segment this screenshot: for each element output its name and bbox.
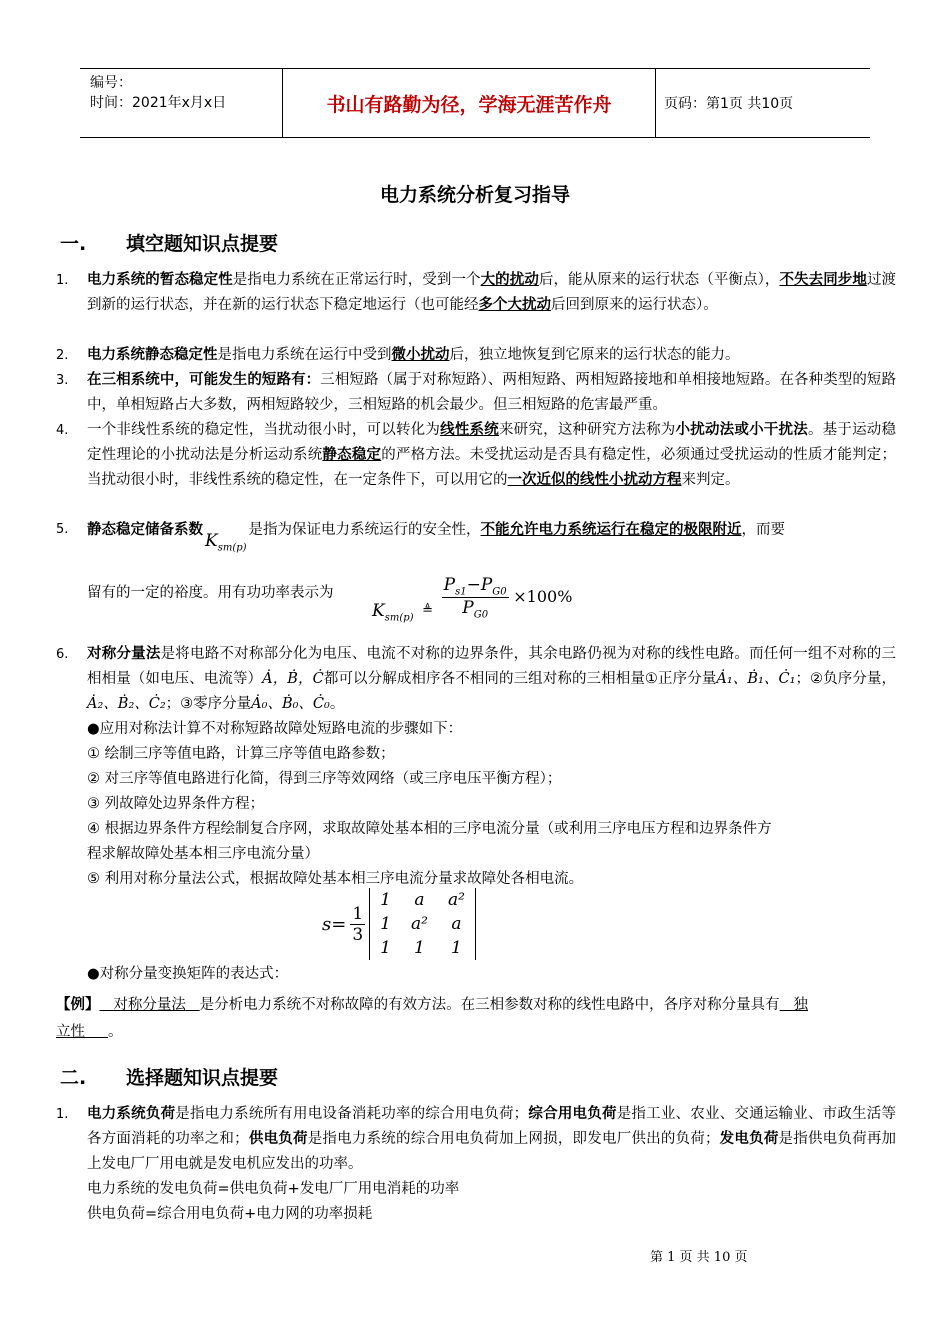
zero-seq: Ȧ₀、Ḃ₀、Ċ₀ [251, 696, 330, 712]
text: 是将电路不对称部分化为电压、电流不对称的边界条件，其余电路仍视为对称的线性电路。而任何一组不对称的三相相量（如电压、电流等） [87, 646, 897, 687]
item-text [87, 368, 896, 418]
text: ；②负序分量， [795, 671, 897, 687]
term: 多个大扰动 [478, 297, 551, 313]
item-text [87, 343, 896, 368]
text: 的严格方法。未受扰运动是否具有稳定性，必须通过受扰运动的性质才能判定；当扰动很小时，非线性系统的稳定性，在一定条件下，可以用它的 [87, 447, 897, 488]
frac-num: 1 [352, 903, 364, 924]
matrix-fraction [350, 904, 365, 945]
formula-line [87, 581, 334, 606]
cell: 1 [380, 914, 391, 934]
cell: 1 [451, 938, 462, 958]
step-4b: 程求解故障处基本相三序电流分量） [87, 846, 319, 862]
section-heading-2 [60, 1063, 278, 1090]
symbol-k [372, 600, 414, 624]
steps-intro: ●应用对称法计算不对称短路故障处短路电流的步骤如下： [87, 721, 463, 737]
text: 是指电力系统的综合用电负荷加上网损，即发电厂供出的负荷； [307, 1131, 720, 1147]
matrix-row [370, 912, 476, 936]
symbol-k [205, 531, 247, 554]
item-text [87, 268, 896, 318]
text: 后回到原来的运行状态）。 [551, 297, 718, 313]
symbol: K [205, 531, 218, 551]
times-100: ×100% [513, 586, 573, 606]
list-item [56, 517, 896, 554]
section-title: 选择题知识点提要 [126, 1067, 279, 1089]
matrix-row [370, 936, 476, 960]
motto: 书山有路勤为径，学海无涯苦作舟 [282, 69, 656, 137]
denominator [442, 598, 509, 620]
list-item [56, 1102, 896, 1177]
list-item [56, 368, 896, 418]
subscript: sm(p) [384, 612, 414, 624]
matrix-formula [322, 888, 476, 960]
text: 来研究，这种研究方法称为 [498, 422, 676, 438]
text: 是分析电力系统不对称故障的有效方法。在三相参数对称的线性电路中，各序对称分量具有 [199, 997, 780, 1013]
section-number: 一. [60, 233, 87, 255]
item-number: 4. [56, 423, 69, 438]
step-4a: ④ 根据边界条件方程绘制复合序网，求取故障处基本相的三序电流分量（或利用三序电压方程和边界条件方 [87, 821, 772, 837]
cell: a [414, 890, 425, 910]
text: 三相短路（属于对称短路）、两相短路、两相短路接地和单相接地短路。在各种类型的短路中，单相短路占大多数，两相短路较少，三相短路的机会最少。但三相短路的危害最严重。 [87, 372, 897, 413]
list-item [56, 268, 896, 318]
item-text [87, 517, 896, 554]
positive-seq: Ȧ₁、Ḃ₁、Ċ₁ [716, 671, 796, 687]
negative-seq: Ȧ₂、Ḃ₂、Ċ₂ [87, 696, 166, 712]
text: ，而要 [741, 522, 786, 538]
term: 小扰动法或小干扰法 [675, 422, 808, 438]
page-footer: 第 1 页 共 10 页 [650, 1250, 748, 1265]
time-label: 时间：2021年x月x日 [90, 95, 227, 111]
term: 静态稳定 [322, 447, 382, 463]
num-p: P [443, 575, 456, 595]
term: 静态稳定储备系数 [87, 522, 203, 538]
header-table [80, 68, 870, 138]
step-2: ② 对三序等值电路进行化简，得到三序等效网络（或三序电压平衡方程）； [87, 771, 562, 787]
item-number: 1. [56, 273, 69, 288]
example-blank-2: 独 [793, 997, 808, 1013]
section-title: 填空题知识点提要 [126, 233, 279, 255]
step-1: ① 绘制三序等值电路，计算三序等值电路参数； [87, 746, 395, 762]
numerator [442, 575, 509, 598]
term: 线性系统 [440, 422, 499, 438]
item-text [87, 642, 896, 717]
text: 是指电力系统在正常运行时，受到一个 [232, 272, 481, 288]
term: 微小扰动 [391, 347, 450, 363]
text: 一个非线性系统的稳定性，当扰动很小时，可以转化为 [87, 422, 441, 438]
num-sub: s1 [455, 586, 467, 598]
cell: a² [410, 914, 428, 934]
den-p: P [462, 598, 474, 619]
item-number: 1. [56, 1107, 69, 1122]
text: 。 [108, 1024, 123, 1040]
step-5: ⑤ 利用对称分量法公式，根据故障处基本相三序电流分量求故障处各相电流。 [87, 871, 584, 887]
den-sub: G0 [473, 609, 489, 621]
text: 是指为保证电力系统运行的安全性， [248, 522, 481, 538]
term: 一次近似的线性小扰动方程 [507, 472, 682, 488]
text: 都可以分解成相序各不相同的三组对称的三相相量①正序分量 [323, 671, 717, 687]
cell: 1 [380, 938, 391, 958]
text: 是指电力系统所有用电设备消耗功率的综合用电负荷； [175, 1106, 529, 1122]
text: 后，独立地恢复到它原来的运行状态的能力。 [449, 347, 740, 363]
term: 发电负荷 [719, 1131, 779, 1147]
item-text [87, 1102, 896, 1177]
formula-line: 供电负荷=综合用电负荷+电力网的功率损耗 [87, 1206, 373, 1222]
cell: 1 [380, 890, 391, 910]
num-minus: −P [466, 575, 493, 595]
cell: 1 [414, 938, 425, 958]
term: 不能允许电力系统运行在稳定的极限附近 [480, 522, 742, 538]
formula-line: 电力系统的发电负荷=供电负荷+发电厂厂用电消耗的功率 [87, 1181, 460, 1197]
subscript: sm(p) [217, 542, 247, 554]
list-item [56, 418, 896, 493]
cell: a² [447, 890, 465, 910]
num-sub: G0 [492, 586, 507, 598]
term: 大的扰动 [480, 272, 539, 288]
text: 后，能从原来的运行状态（平衡点）， [538, 272, 780, 288]
term: 电力系统的暂态稳定性 [87, 272, 233, 288]
section-heading-1 [60, 229, 278, 256]
matrix [369, 888, 476, 960]
term: 电力系统负荷 [87, 1106, 176, 1122]
term: 不失去同步地 [779, 272, 867, 288]
matrix-row [370, 888, 476, 912]
term: 对称分量法 [87, 646, 161, 662]
example-tag: 【例】 [56, 997, 100, 1013]
text: 。基于运动稳定性理论的小扰动法是分析运动系统 [87, 422, 897, 463]
fraction [442, 575, 509, 621]
term: 供电负荷 [248, 1131, 308, 1147]
item-number: 2. [56, 348, 69, 363]
frac-den: 3 [352, 924, 364, 945]
matrix-label: ●对称分量变换矩阵的表达式： [87, 966, 289, 982]
symbol: K [372, 600, 385, 621]
list-item [56, 642, 896, 717]
formula [372, 575, 573, 624]
term: 在三相系统中，可能发生的短路有： [87, 372, 321, 388]
text: ；③零序分量 [165, 696, 252, 712]
def-symbol: ≜ [422, 602, 434, 618]
item-text [87, 418, 896, 493]
text: 来判定。 [681, 472, 740, 488]
text: 是指供电负荷再加上发电厂厂用电就是发电机应发出的功率。 [87, 1131, 897, 1172]
page-info: 页码：第1页 共10页 [664, 96, 794, 112]
item-number: 3. [56, 373, 69, 388]
text: 。 [329, 696, 345, 712]
section-number: 二. [60, 1067, 87, 1089]
example [56, 992, 896, 1046]
text: 是指工业、农业、交通运输业、市政生活等各方面消耗的功率之和； [87, 1106, 897, 1147]
example-blank-2: 立性 [56, 1024, 85, 1040]
header-meta [90, 73, 226, 113]
page-title: 电力系统分析复习指导 [379, 184, 570, 206]
item-number: 5. [56, 522, 69, 537]
item-number: 6. [56, 647, 69, 662]
text: 过渡到新的运行状态，并在新的运行状态下稳定地运行（也可能经 [87, 272, 897, 313]
matrix-lhs: s= [322, 913, 347, 935]
cell: a [451, 914, 462, 934]
step-3: ③ 列故障处边界条件方程； [87, 796, 265, 812]
text: 留有的一定的裕度。用有功功率表示为 [87, 585, 334, 601]
example-blank-1: 对称分量法 [113, 997, 186, 1013]
text: 是指电力系统在运行中受到 [217, 347, 392, 363]
number-label: 编号： [90, 75, 132, 91]
phasors: Ȧ，Ḃ，Ċ [262, 671, 324, 687]
term: 电力系统静态稳定性 [87, 347, 218, 363]
list-item [56, 343, 896, 368]
term: 综合用电负荷 [528, 1106, 617, 1122]
